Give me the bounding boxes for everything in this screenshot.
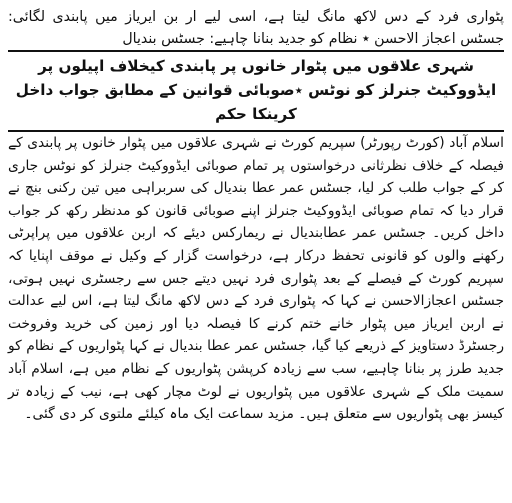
article-body bbox=[8, 132, 504, 426]
article-paragraph: اسلام آباد (کورٹ رپورٹر) سپریم کورٹ نے شہری علاقوں میں پٹوار خانوں پر پابندی کے فیصلہ کے خلاف نظرثانی درخواستوں پر تمام صوبائی ایڈووکیٹ جنرلز کو نوٹس جاری کر کے جواب طلب کر لیا، جسٹس عمر عطا بندیال کی سربراہی میں تین رکنی بنچ نے قرار دیا کہ تمام صوبائی ایڈووکیٹ جنرلز اپنے صوبائی قانون کو مدنظر رکھ کر جواب داخل کریں۔ جسٹس عمر عطابندیال نے ریمارکس دیئے کہ اربن علاقوں میں پراپرٹی رکھنے والوں کو قانونی تحفظ درکار ہے، درخواست گزار کے وکیل نے موقف اپنایا کہ سپریم کورٹ کے فیصلے کے بعد پٹواری فرد نہیں دیتے جس سے رجسٹری نہیں ہوتی، جسٹس اعجازالاحسن نے کہا کہ پٹواری فرد کے دس لاکھ مانگ لیتا ہے، اس لیے عدالت نے اربن ایریاز میں پٹوار خانے ختم کرنے کا فیصلہ دیا اور زمین کی خرید وفروخت رجسٹرڈ دستاویز کے ذریعے کیا گیا، جسٹس عمر عطا بندیال نے کہا پٹواریوں کے نظام کو جدید طرز پر بنانا چاہیے، سب سے زیادہ کرپشن پٹواریوں کے نظام میں ہے، اسلام آباد سمیت ملک کے شہری علاقوں میں پٹواریوں نے لوٹ مچار کھی ہے، نیب کے زیادہ تر کیسز بھی پٹواریوں سے متعلق ہیں۔ مزید سماعت ایک ماہ کیلئے ملتوی کر دی گئی۔ bbox=[8, 135, 504, 423]
top-divider bbox=[8, 50, 504, 52]
headline: شہری علاقوں میں پٹوار خانوں پر پابندی کیخلاف اپیلوں پر ایڈووکیٹ جنرلز کو نوٹس ٭صوبائی قوانین کے مطابق جواب داخل کرینکا حکم bbox=[15, 57, 497, 123]
pull-quote: پٹواری فرد کے دس لاکھ مانگ لیتا ہے، اسی لیے ار بن ایریاز میں پابندی لگائی: جسٹس اعجاز الاحسن ٭ نظام کو جدید بنانا چاہیے: جسٹس بندیال bbox=[8, 9, 504, 47]
